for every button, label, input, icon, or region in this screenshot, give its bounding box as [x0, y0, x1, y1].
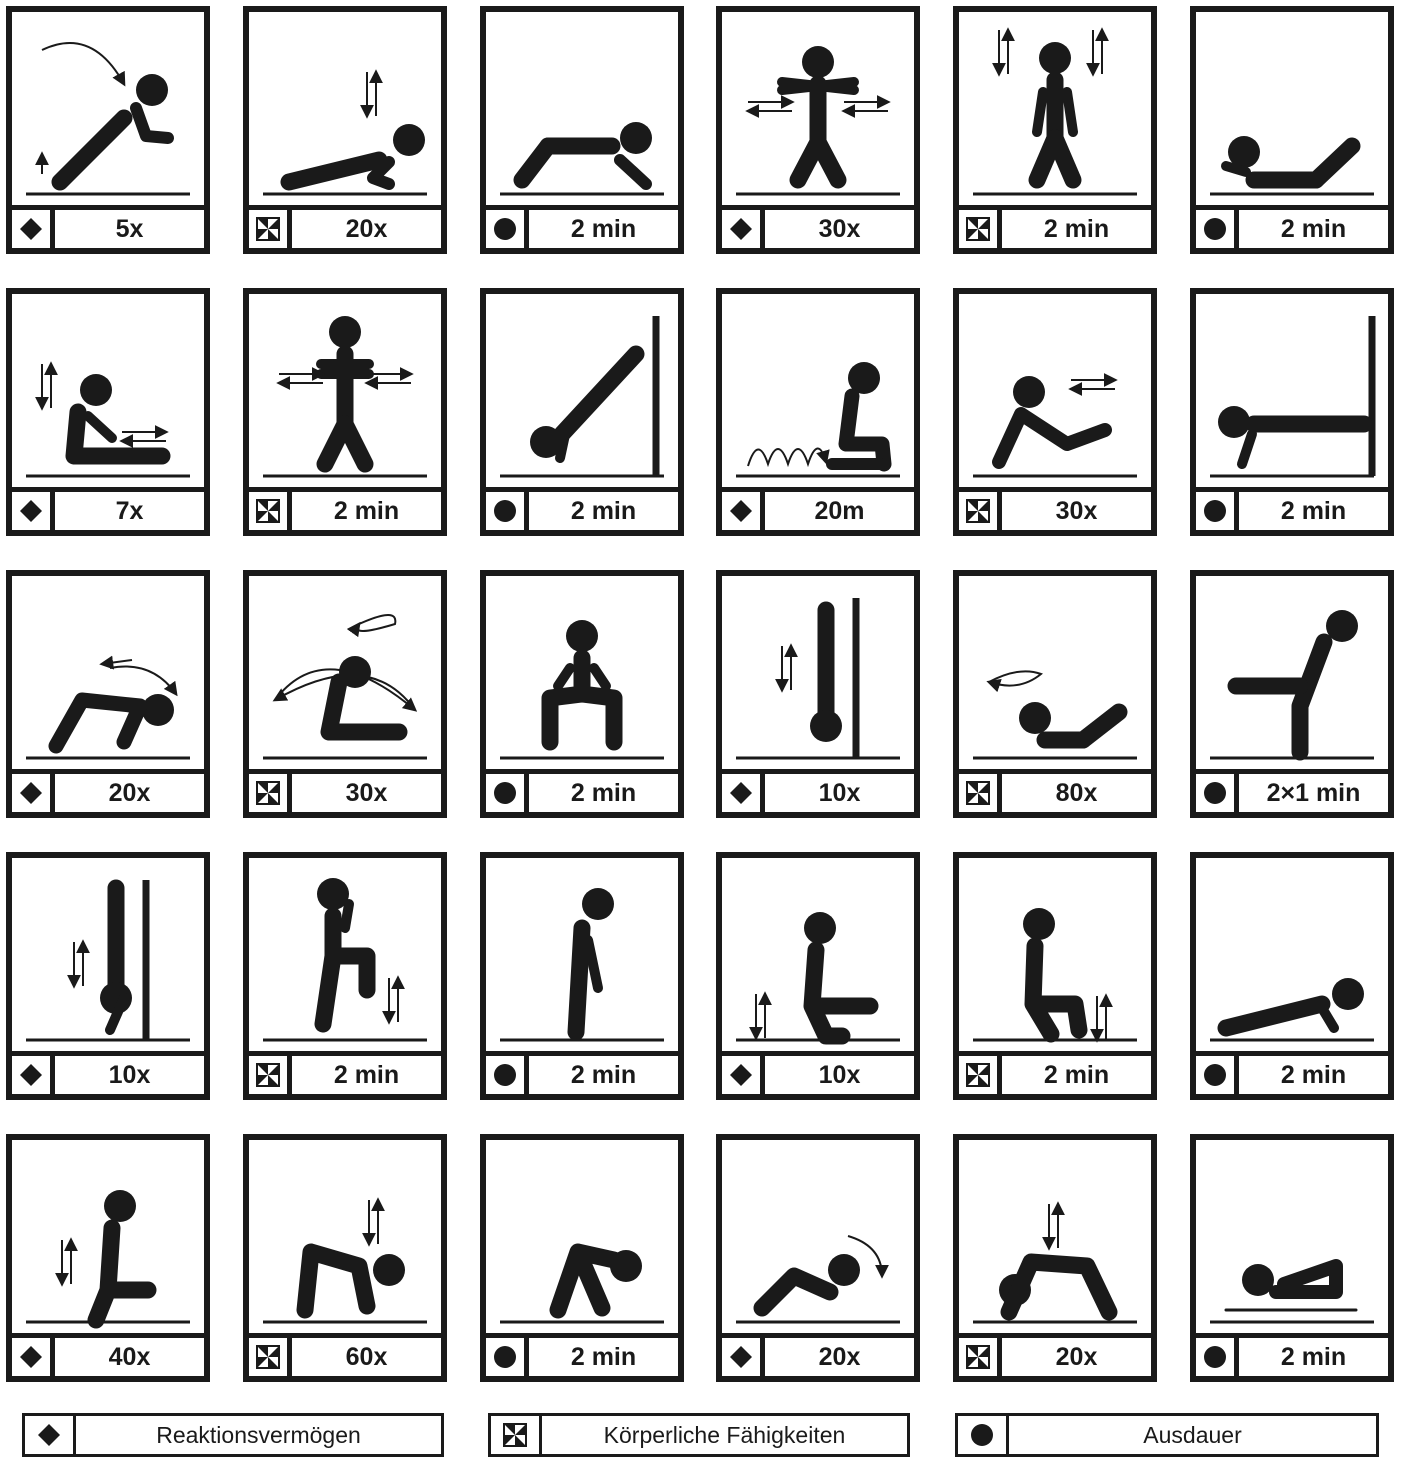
- exercise-amount: 2 min: [333, 497, 400, 525]
- exercise-footer: [722, 1051, 914, 1094]
- exercise-footer: [722, 769, 914, 812]
- pinwheel-icon: [959, 1056, 1002, 1094]
- exercise-footer: [486, 205, 678, 248]
- exercise-figure: [722, 858, 914, 1056]
- exercise-footer: [486, 1051, 678, 1094]
- exercise-footer: [249, 1051, 441, 1094]
- exercise-card: [1190, 288, 1394, 536]
- exercise-card: [716, 288, 920, 536]
- legend-label: Ausdauer: [1143, 1422, 1242, 1448]
- exercise-card: [243, 288, 447, 536]
- exercise-footer: [249, 205, 441, 248]
- legend-label: Reaktionsvermögen: [156, 1422, 361, 1448]
- pinwheel-icon: [249, 210, 292, 248]
- legend-label: Körperliche Fähigkeiten: [603, 1422, 846, 1448]
- exercise-footer: [1196, 1051, 1388, 1094]
- exercise-amount: 2 min: [333, 1061, 400, 1089]
- exercise-card: [480, 288, 684, 536]
- exercise-card: [953, 6, 1157, 254]
- exercise-amount: 2 min: [1280, 497, 1347, 525]
- exercise-figure: [486, 576, 678, 774]
- exercise-amount: 7x: [115, 497, 144, 525]
- exercise-amount: 20x: [1055, 1343, 1098, 1371]
- exercise-figure: [249, 12, 441, 210]
- circle-icon: [1196, 210, 1239, 248]
- exercise-amount: 30x: [1055, 497, 1098, 525]
- exercise-figure: [1196, 576, 1388, 774]
- exercise-card: [953, 570, 1157, 818]
- exercise-figure: [1196, 1140, 1388, 1338]
- exercise-footer: [959, 1333, 1151, 1376]
- diamond-icon: [25, 1416, 76, 1454]
- exercise-figure: [959, 12, 1151, 210]
- exercise-figure: [12, 12, 204, 210]
- exercise-footer: [12, 1333, 204, 1376]
- exercise-figure: [959, 858, 1151, 1056]
- exercise-footer: [722, 487, 914, 530]
- exercise-figure: [959, 294, 1151, 492]
- exercise-card: [716, 570, 920, 818]
- exercise-footer: [486, 769, 678, 812]
- diamond-icon: [722, 774, 765, 812]
- exercise-amount: 10x: [818, 1061, 861, 1089]
- legend-endurance: [955, 1413, 1379, 1457]
- exercise-amount: 80x: [1055, 779, 1098, 807]
- exercise-figure: [486, 1140, 678, 1338]
- exercise-figure: [12, 1140, 204, 1338]
- pinwheel-icon: [959, 492, 1002, 530]
- exercise-figure: [12, 294, 204, 492]
- pinwheel-icon: [959, 210, 1002, 248]
- exercise-footer: [486, 487, 678, 530]
- exercise-amount: 60x: [345, 1343, 388, 1371]
- exercise-figure: [722, 12, 914, 210]
- circle-icon: [486, 492, 529, 530]
- exercise-figure: [249, 294, 441, 492]
- exercise-card: [6, 6, 210, 254]
- exercise-footer: [486, 1333, 678, 1376]
- exercise-amount: 2×1 min: [1266, 779, 1361, 807]
- exercise-figure: [249, 1140, 441, 1338]
- exercise-footer: [1196, 205, 1388, 248]
- exercise-amount: 2 min: [570, 1061, 637, 1089]
- exercise-footer: [722, 205, 914, 248]
- exercise-amount: 30x: [818, 215, 861, 243]
- pinwheel-icon: [959, 1338, 1002, 1376]
- pinwheel-icon: [249, 492, 292, 530]
- diamond-icon: [722, 492, 765, 530]
- exercise-amount: 2 min: [1280, 1343, 1347, 1371]
- exercise-footer: [12, 487, 204, 530]
- diamond-icon: [12, 210, 55, 248]
- exercise-footer: [12, 205, 204, 248]
- circle-icon: [1196, 1056, 1239, 1094]
- exercise-figure: [959, 1140, 1151, 1338]
- exercise-card: [1190, 1134, 1394, 1382]
- exercise-amount: 5x: [115, 215, 144, 243]
- diamond-icon: [722, 1338, 765, 1376]
- exercise-footer: [959, 1051, 1151, 1094]
- exercise-card: [243, 6, 447, 254]
- exercise-amount: 2 min: [1280, 215, 1347, 243]
- exercise-figure: [486, 294, 678, 492]
- exercise-figure: [1196, 858, 1388, 1056]
- exercise-footer: [249, 487, 441, 530]
- exercise-card: [1190, 570, 1394, 818]
- circle-icon: [486, 1338, 529, 1376]
- diamond-icon: [12, 1338, 55, 1376]
- diamond-icon: [12, 492, 55, 530]
- exercise-amount: 10x: [818, 779, 861, 807]
- exercise-figure: [12, 858, 204, 1056]
- exercise-amount: 2 min: [1043, 215, 1110, 243]
- exercise-card: [6, 570, 210, 818]
- exercise-card: [243, 570, 447, 818]
- exercise-card: [480, 6, 684, 254]
- exercise-figure: [1196, 12, 1388, 210]
- exercise-card: [716, 6, 920, 254]
- exercise-card: [1190, 852, 1394, 1100]
- exercise-card: [953, 852, 1157, 1100]
- exercise-figure: [959, 576, 1151, 774]
- exercise-figure: [722, 1140, 914, 1338]
- exercise-amount: 2 min: [570, 215, 637, 243]
- circle-icon: [486, 774, 529, 812]
- exercise-amount: 20x: [345, 215, 388, 243]
- pinwheel-icon: [249, 1338, 292, 1376]
- circle-icon: [1196, 492, 1239, 530]
- exercise-card: [243, 852, 447, 1100]
- exercise-footer: [959, 205, 1151, 248]
- exercise-card: [480, 852, 684, 1100]
- circle-icon: [486, 1056, 529, 1094]
- pinwheel-icon: [249, 1056, 292, 1094]
- exercise-footer: [1196, 1333, 1388, 1376]
- exercise-amount: 2 min: [1043, 1061, 1110, 1089]
- exercise-footer: [249, 1333, 441, 1376]
- exercise-amount: 30x: [345, 779, 388, 807]
- diamond-icon: [12, 774, 55, 812]
- exercise-footer: [249, 769, 441, 812]
- exercise-footer: [959, 769, 1151, 812]
- exercise-figure: [249, 576, 441, 774]
- exercise-amount: 20x: [108, 779, 151, 807]
- exercise-footer: [959, 487, 1151, 530]
- exercise-footer: [1196, 487, 1388, 530]
- exercise-figure: [1196, 294, 1388, 492]
- diamond-icon: [722, 210, 765, 248]
- exercise-card: [6, 1134, 210, 1382]
- pinwheel-icon: [491, 1416, 542, 1454]
- exercise-amount: 40x: [108, 1343, 151, 1371]
- exercise-figure: [722, 294, 914, 492]
- circle-icon: [1196, 1338, 1239, 1376]
- pinwheel-icon: [959, 774, 1002, 812]
- exercise-card: [243, 1134, 447, 1382]
- exercise-card: [6, 288, 210, 536]
- exercise-card: [716, 1134, 920, 1382]
- diamond-icon: [12, 1056, 55, 1094]
- exercise-amount: 2 min: [1280, 1061, 1347, 1089]
- exercise-figure: [722, 576, 914, 774]
- exercise-amount: 10x: [108, 1061, 151, 1089]
- circle-icon: [1196, 774, 1239, 812]
- diamond-icon: [722, 1056, 765, 1094]
- exercise-amount: 2 min: [570, 779, 637, 807]
- exercise-figure: [486, 858, 678, 1056]
- exercise-footer: [1196, 769, 1388, 812]
- exercise-figure: [249, 858, 441, 1056]
- legend-physical: [488, 1413, 910, 1457]
- exercise-card: [953, 1134, 1157, 1382]
- exercise-footer: [12, 1051, 204, 1094]
- exercise-card: [6, 852, 210, 1100]
- circle-icon: [486, 210, 529, 248]
- exercise-figure: [486, 12, 678, 210]
- exercise-amount: 2 min: [570, 1343, 637, 1371]
- circle-icon: [958, 1416, 1009, 1454]
- exercise-card: [480, 1134, 684, 1382]
- exercise-card: [716, 852, 920, 1100]
- exercise-amount: 2 min: [570, 497, 637, 525]
- legend-reaction: [22, 1413, 444, 1457]
- pinwheel-icon: [249, 774, 292, 812]
- exercise-amount: 20x: [818, 1343, 861, 1371]
- exercise-footer: [12, 769, 204, 812]
- exercise-figure: [12, 576, 204, 774]
- exercise-card: [1190, 6, 1394, 254]
- exercise-footer: [722, 1333, 914, 1376]
- exercise-card: [480, 570, 684, 818]
- exercise-card: [953, 288, 1157, 536]
- exercise-amount: 20m: [814, 497, 865, 525]
